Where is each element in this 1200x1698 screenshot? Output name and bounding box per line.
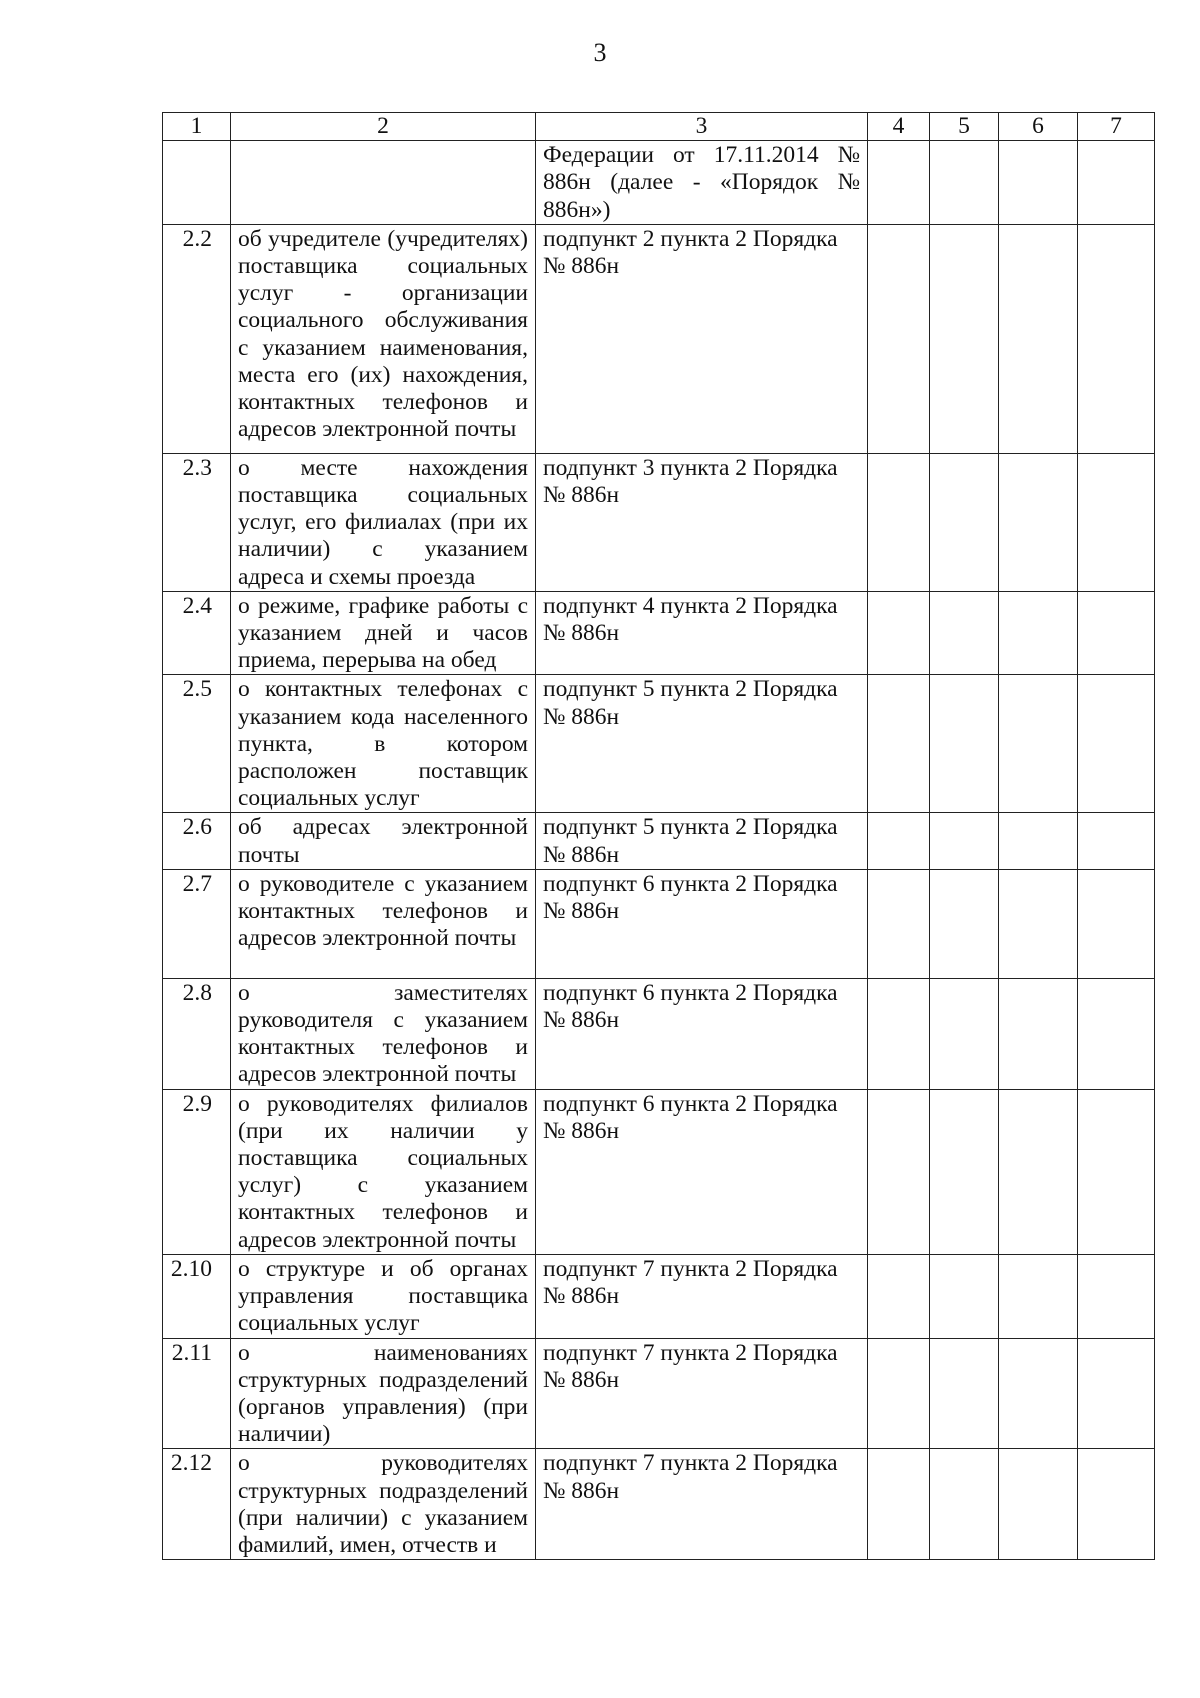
column-header: 4 xyxy=(868,113,930,141)
table-row-continuation xyxy=(163,141,1155,225)
item-number: 2.3 xyxy=(163,453,231,591)
item-number: 2.9 xyxy=(163,1089,231,1254)
legal-reference: подпункт 7 пункта 2 Порядка № 886н xyxy=(536,1338,868,1449)
item-number: 2.11 xyxy=(163,1338,231,1449)
legal-reference: подпункт 3 пункта 2 Порядка № 886н xyxy=(536,453,868,591)
table-row xyxy=(163,869,1155,978)
item-number: 2.5 xyxy=(163,675,231,813)
legal-reference: подпункт 7 пункта 2 Порядка № 886н xyxy=(536,1254,868,1338)
legal-reference: подпункт 2 пункта 2 Порядка № 886н xyxy=(536,224,868,453)
table-row xyxy=(163,1449,1155,1560)
item-number: 2.7 xyxy=(163,869,231,978)
item-description: о структуре и об органах управления поставщика социальных услуг xyxy=(231,1254,536,1338)
item-description: о контактных телефонах с указанием кода населенного пункта, в котором расположен поставщик социальных услуг xyxy=(231,675,536,813)
item-description: об адресах электронной почты xyxy=(231,813,536,869)
column-header: 2 xyxy=(231,113,536,141)
item-description: о наименованиях структурных подразделений (органов управления) (при наличии) xyxy=(231,1338,536,1449)
table-row xyxy=(163,591,1155,675)
item-number: 2.6 xyxy=(163,813,231,869)
table-row xyxy=(163,813,1155,869)
item-number: 2.4 xyxy=(163,591,231,675)
legal-reference: подпункт 5 пункта 2 Порядка № 886н xyxy=(536,813,868,869)
table-row xyxy=(163,1338,1155,1449)
item-number: 2.2 xyxy=(163,224,231,453)
legal-reference: подпункт 5 пункта 2 Порядка № 886н xyxy=(536,675,868,813)
legal-reference: Федерации от 17.11.2014 № 886н (далее - «Порядок № 886н») xyxy=(536,141,868,225)
table-row xyxy=(163,453,1155,591)
item-description: об учредителе (учредителях) поставщика социальных услуг - организации социального обслуживания с указанием наименования, места его (их) нахождения, контактных телефонов и адресов электронной почты xyxy=(231,224,536,453)
legal-reference: подпункт 6 пункта 2 Порядка № 886н xyxy=(536,978,868,1089)
table-row xyxy=(163,224,1155,453)
column-header: 6 xyxy=(999,113,1078,141)
item-description: о заместителях руководителя с указанием контактных телефонов и адресов электронной почты xyxy=(231,978,536,1089)
column-header: 1 xyxy=(163,113,231,141)
column-header: 7 xyxy=(1078,113,1155,141)
table-row xyxy=(163,978,1155,1089)
item-description: о руководителях филиалов (при их наличии у поставщика социальных услуг) с указанием контактных телефонов и адресов электронной почты xyxy=(231,1089,536,1254)
table-row xyxy=(163,675,1155,813)
item-number: 2.10 xyxy=(163,1254,231,1338)
table-header-row xyxy=(163,113,1155,141)
column-header: 3 xyxy=(536,113,868,141)
legal-reference: подпункт 7 пункта 2 Порядка № 886н xyxy=(536,1449,868,1560)
item-number: 2.12 xyxy=(163,1449,231,1560)
legal-reference: подпункт 6 пункта 2 Порядка № 886н xyxy=(536,1089,868,1254)
legal-reference: подпункт 4 пункта 2 Порядка № 886н xyxy=(536,591,868,675)
requirements-table xyxy=(162,112,1155,1560)
table-row xyxy=(163,1089,1155,1254)
column-header: 5 xyxy=(930,113,999,141)
page-number: 3 xyxy=(593,38,607,67)
item-description: о режиме, графике работы с указанием дней и часов приема, перерыва на обед xyxy=(231,591,536,675)
item-description: о месте нахождения поставщика социальных услуг, его филиалах (при их наличии) с указанием адреса и схемы проезда xyxy=(231,453,536,591)
item-description: о руководителе с указанием контактных телефонов и адресов электронной почты xyxy=(231,869,536,978)
item-description: о руководителях структурных подразделений (при наличии) с указанием фамилий, имен, отчеств и xyxy=(231,1449,536,1560)
item-number: 2.8 xyxy=(163,978,231,1089)
legal-reference: подпункт 6 пункта 2 Порядка № 886н xyxy=(536,869,868,978)
table-row xyxy=(163,1254,1155,1338)
